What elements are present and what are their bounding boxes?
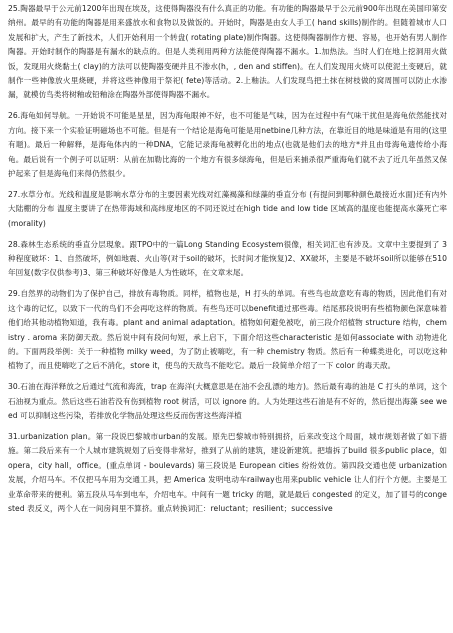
note-28-forest-ecosystem-layers: 28.森林生态系统的垂直分层現象。跟TPO中的一篇Long Standing Ecosystem很像，相关词汇也有涉及。文章中主要提到了 3种程度破坏：1、自然破坏，例如地震、火山等(对于soil的破坏，长时间才能恢复)2、XX破坏，主要是不破坏soil所以能够在510年回复(数字仅供参考)3、第三种破坏好像是人为性破坏，在文章末尾。 bbox=[8, 239, 447, 278]
note-30-ocean-oil-pollution: 30.石油在海洋释放之后通过气流和海流，trap 在海洋(大概意思是在油不会乱漂的地方)。然后最有毒的油是 C 打头的单词，这个石油视为重点。然后这些石油若没有伤到植物 root 树活，可以 ignore 的。人为处理这些石油是有不好的，然后提出海藻 see weed 可以抑制这些污染，若排放化学物品处理这些反而伤害这些海洋植 bbox=[8, 382, 447, 421]
note-29-plant-animal-adaptation: 29.自然界的动物们为了保护自己，排放有毒物质。同样，植物也是，H 打头的单词。有些鸟也故意吃有毒的物质，因此他们有对这个毒的记忆，以致下一代的鸟们不会再吃这样的物质。有些鸟还可以benefit通过那些毒。结尾那段说明有些植物颜色深意味着他们给其他动植物知道，我有毒。plant and animal adaptation。植物如何避免被吃，前三段介绍植物 structure 结构，chemistry . aroma 来防御天敌。然后说中间有段问句短，承上启下，下面介绍这些characteristic 是如何associate with 动物进化的。下面两段举例：关于一种植物 milky weed，为了防止被嗨吃，有一种 chemistry 物质。然后有一种蝶类进化，可以吃这种植物了，而且使嗨吃了之后不消化，store it，使鸟的天敌鸟不能吃它。最后一段简单介绍了一下 color 的毒天敌。 bbox=[8, 289, 447, 371]
note-31-urbanization-plan: 31.urbanization plan。第一段说巴黎城市urban的发展。原先巴黎城市特别拥挤，后来改变这个局面，城市规划者做了如下措施。第二段后来有一个人城市建筑规划了后变得非常好，推到了从前的建筑，建设新建筑。把墙拆了build 很多public place，如 opera，city hall，office。(重点单词 - boulevards) 第三段说是 European cities 纷纷效仿。第四段交通也使 urbanization 发展，介绍马车。不仅把马车用为交通工具，把 America 发明电动车railway也用来public vehicle 让人们行个方便。主要是工业革命带来的便利。第五段从马车到电车，介绍电车。中间有一题 tricky 的题，就是最后 congested 的定义，加了冒号的congested 表反义，两个人在一间房间里不算挤。重点转换词汇：reluctant；resilient；successive bbox=[8, 431, 447, 513]
note-25-pottery-origins: 25.陶器最早于公元前1200年出现在埃及，这使得陶器没有什么真正的功能。有功能的陶器最早于公元前900年出现在美国印第安纳州。最早的有功能的陶器是用来盛放水和食物以及做饭的。开始时，陶器是由女人手工( hand skills)制作的。但随着城市人口发展和扩大，产生了新技术，人们开始利用一个转盘( rotating plate)制作陶器。这使得陶器制作方便、容易，也开始有男人制作陶器。开始时制作的陶器是有漏水的缺点的。但是人类利用两种方法能使得陶器不漏水。1.加热法。当时人们在地上挖洞用火做饭，发现用火烧黏土( clay)的方法可以使陶器变硬并且不渗水(h，, den and stiffen)。在人们发现用火烧可以使泥土变硬后，就制作一些神像放火里烧硬，并将这些神像用于祭祀( fete)等活动。2.上釉法。人们发现鸟把土抹在树枝做的窝周围可以防止水渗漏，就模仿鸟类将树釉或铅釉涂在陶器外部使得陶器不漏水。 bbox=[8, 4, 447, 100]
note-26-sea-turtle-navigation: 26.海龟如何导航。一开始说不可能是星星，因为海龟眼神不好，也不可能是气味，因为在过程中有气味干扰但是海龟依然能找对方向。接下来一个实验证明磁场也不可能。但是有一个结论是海龟可能是用netbine几种方法，在靠近目的地是味道是有用的(这里有题)。最后一种解释，是海龟体内的一种DNA，它能记录海龟被孵化出的地点(也就是他们去的地方*并且由母海龟遗传给小海龟。最后说有一个例子可以证明：从前在加勒比海的一个地方有很多绿海龟，但是后来捕杀很严重海龟们就不去了近几年虽然又保护起来了但是海龟们来得仍然很少。 bbox=[8, 111, 447, 178]
note-27-aquatic-plant-distribution: 27.水草分布。光线和温度是影响水草分布的主要因素光线对红藻褐藻和绿藻的垂直分布 (有提问到哪种颜色最接近水面)还有内外大陆棚的分布 温度主要讲了在热带海域和高纬度地区的不同还说过在high tide and low tide 区域高的温度也能提高水藻死亡率(morality) bbox=[8, 189, 447, 228]
